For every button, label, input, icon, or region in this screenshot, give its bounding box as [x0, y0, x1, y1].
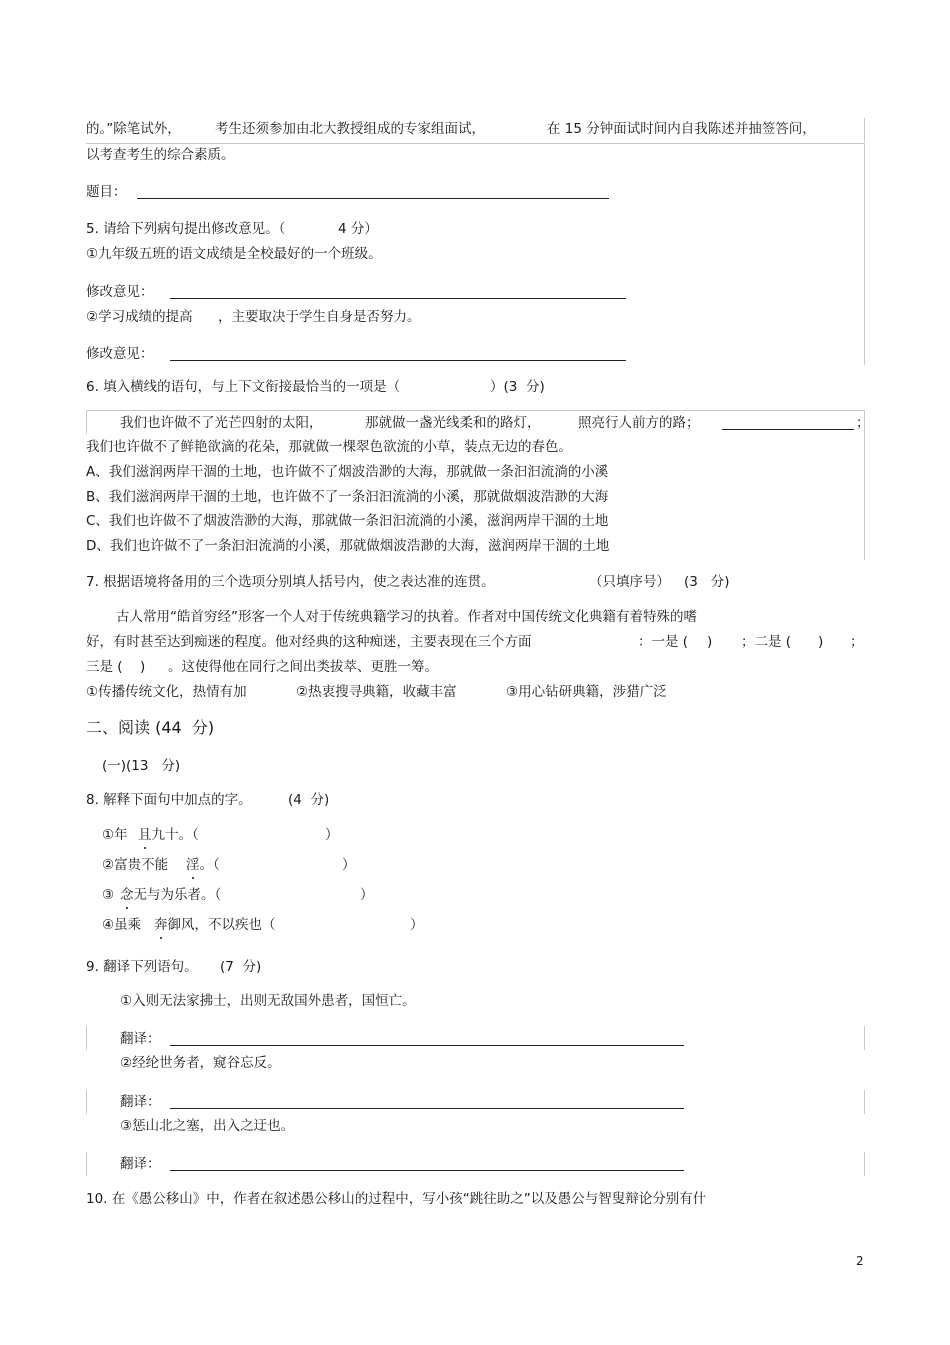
choice-1: ①传播传统文化，热情有加: [86, 684, 247, 700]
item-1: ①年: [102, 827, 128, 843]
sentence-1: ①九年级五班的语文成绩是全校最好的一个班级。: [86, 246, 382, 262]
emphasis-dot: [192, 877, 194, 879]
question-5-score: 4 分）: [338, 221, 378, 237]
item-3: 念无与为乐者。（: [120, 887, 222, 903]
passage-7: 好，有时甚至达到痴迷的程度。他对经典的这种痴迷，主要表现在三个方面: [86, 634, 532, 650]
passage-7: 三是 (: [86, 659, 123, 675]
question-6-score: ）(3 分): [490, 379, 545, 395]
passage-7: ): [707, 634, 713, 650]
passage-6: 那就做一盏光线柔和的路灯，: [365, 415, 541, 431]
option-a[interactable]: A、我们滋润两岸干涸的土地，也许做不了烟波浩渺的大海，那就做一条汩汩流淌的小溪: [86, 464, 609, 480]
question-7-note: （只填序号）: [589, 574, 670, 590]
item-4: 奔御风，不以疾也（: [154, 917, 276, 933]
border-line: [86, 143, 865, 144]
text-line: 以考查考生的综合素质。: [86, 147, 235, 163]
border-line: [864, 410, 865, 560]
emphasis-dot: [144, 847, 146, 849]
border-line: [864, 143, 865, 365]
item-2: 淫。（: [186, 857, 220, 873]
choice-3: ③用心钻研典籍，涉猎广泛: [506, 684, 667, 700]
sentence-2: ②学习成绩的提高: [86, 309, 193, 325]
question-7-score: (3 分): [684, 574, 730, 590]
item-4: ）: [410, 917, 424, 933]
passage-7: ): [140, 659, 146, 675]
border-line: [864, 118, 865, 142]
answer-blank[interactable]: [170, 1108, 684, 1109]
revision-label: 修改意见：: [86, 346, 154, 362]
sentence-2: ，主要取决于学生自身是否努力。: [218, 309, 421, 325]
sentence-9-3: ③惩山北之塞，出入之迂也。: [120, 1118, 295, 1134]
border-line: [86, 410, 865, 411]
question-8-score: (4 分): [288, 792, 330, 808]
translation-label: 翻译：: [120, 1156, 161, 1172]
answer-blank[interactable]: [170, 1045, 684, 1046]
subsection-heading: (一)(13 分): [102, 758, 181, 774]
border-line: [86, 1026, 87, 1050]
question-9: 9. 翻译下列语句。: [86, 959, 198, 975]
title-label: 题目：: [86, 184, 127, 200]
choice-2: ②热衷搜寻典籍，收藏丰富: [296, 684, 457, 700]
emphasis-dot: [126, 907, 128, 909]
item-1: ）: [325, 827, 339, 843]
answer-blank[interactable]: [137, 198, 609, 199]
question-8: 8. 解释下面句中加点的字。: [86, 792, 252, 808]
sentence-9-2: ②经纶世务者，窥谷忘反。: [120, 1055, 281, 1071]
item-2: ）: [342, 857, 356, 873]
border-line: [86, 1090, 87, 1114]
question-5: 5. 请给下列病句提出修改意见。（: [86, 221, 286, 237]
passage-7: ；: [850, 634, 864, 650]
option-c[interactable]: C、我们也许做不了烟波浩渺的大海，那就做一条汩汩流淌的小溪，滋润两岸干涸的土地: [86, 513, 609, 529]
question-10: 10. 在《愚公移山》中，作者在叙述愚公移山的过程中，写小孩“跳往助之”以及愚公与智叟辩论分别有什: [86, 1191, 707, 1207]
translation-label: 翻译：: [120, 1031, 161, 1047]
text-line: 考生还须参加由北大教授组成的专家组面试，: [215, 121, 485, 137]
revision-label: 修改意见：: [86, 284, 154, 300]
border-line: [86, 410, 87, 434]
passage-7: 古人常用“皓首穷经”形客一个人对于传统典籍学习的执着。作者对中国传统文化典籍有着特殊的嗜: [116, 609, 697, 625]
border-line: [864, 1152, 865, 1176]
item-2: ②富贵不能: [102, 857, 169, 873]
question-9-score: (7 分): [220, 959, 262, 975]
passage-7: ): [818, 634, 824, 650]
sentence-9-1: ①入则无法家拂士，出则无敌国外患者，国恒亡。: [120, 993, 416, 1009]
answer-blank[interactable]: [170, 298, 626, 299]
passage-6: 照亮行人前方的路；: [578, 415, 700, 431]
border-line: [864, 1090, 865, 1114]
passage-7: ：一是 (: [638, 634, 689, 650]
passage-7: ；二是 (: [741, 634, 792, 650]
question-7: 7. 根据语境将备用的三个选项分别填人括号内，使之表达准的连贯。: [86, 574, 495, 590]
passage-6: ；: [856, 415, 870, 431]
answer-blank[interactable]: [170, 360, 626, 361]
item-1: 且九十。（: [138, 827, 199, 843]
page-number: 2: [856, 1254, 864, 1268]
item-4: ④虽乘: [102, 917, 142, 933]
question-6: 6. 填入横线的语句，与上下文衔接最恰当的一项是（: [86, 379, 401, 395]
passage-6: 我们也许做不了光芒四射的太阳，: [120, 415, 323, 431]
option-b[interactable]: B、我们滋润两岸干涸的土地，也许做不了一条汩汩流淌的小溪，那就做烟波浩渺的大海: [86, 489, 609, 505]
text-line: 在 15 分钟面试时间内自我陈述并抽签答问，: [547, 121, 816, 137]
translation-label: 翻译：: [120, 1094, 161, 1110]
item-3: ③: [102, 887, 115, 903]
border-line: [86, 1152, 87, 1176]
item-3: ）: [360, 887, 374, 903]
answer-blank[interactable]: [722, 429, 854, 430]
section-heading: 二、阅读 (44 分): [86, 718, 215, 737]
border-line: [864, 1026, 865, 1050]
text-line: 的。”除笔试外，: [86, 121, 181, 137]
passage-7: 。这使得他在同行之间出类拔萃、更胜一筹。: [168, 659, 438, 675]
answer-blank[interactable]: [170, 1170, 684, 1171]
passage-6: 我们也许做不了鲜艳欲滴的花朵，那就做一棵翠色欲流的小草，装点无边的春色。: [86, 439, 572, 455]
option-d[interactable]: D、我们也许做不了一条汩汩流淌的小溪，那就做烟波浩渺的大海，滋润两岸干涸的土地: [86, 538, 610, 554]
emphasis-dot: [160, 937, 162, 939]
